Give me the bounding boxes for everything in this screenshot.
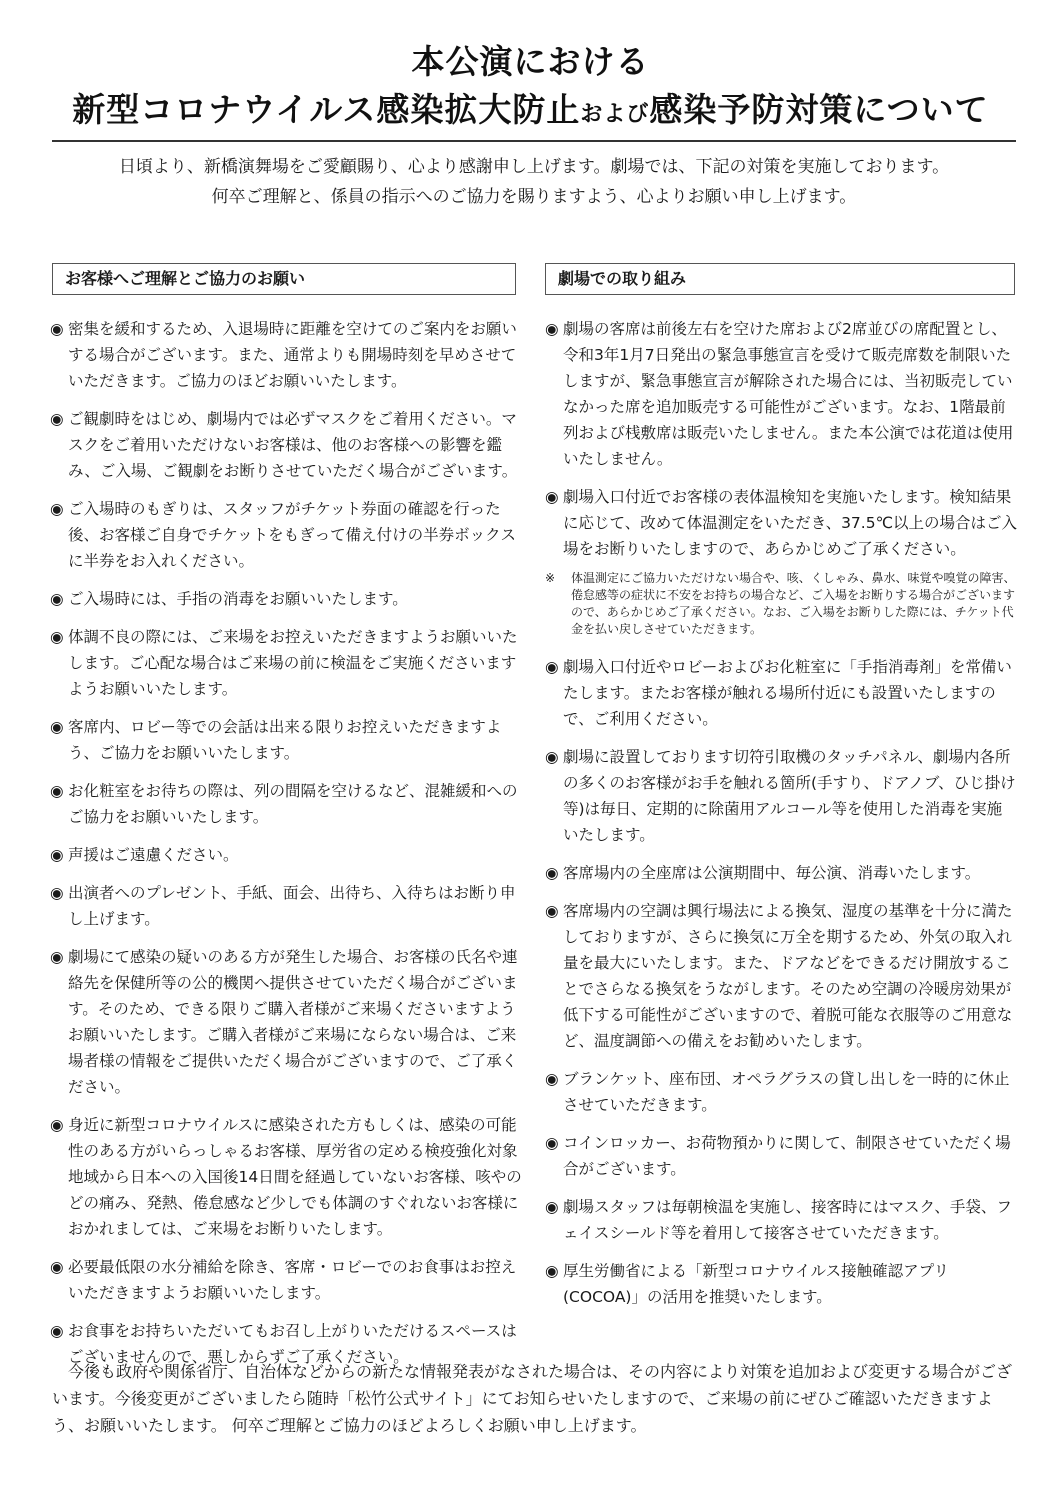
intro-text bbox=[52, 152, 1016, 212]
bullet-icon: ◉ bbox=[545, 1198, 559, 1216]
item-text: 劇場にて感染の疑いのある方が発生した場合、お客様の氏名や連絡先を保健所等の公的機関へ提供させていただく場合がございます。そのため、できる限りご購入者様がご来場くださいますようお願いいたします。ご購入者様がご来場にならない場合は、ご来場者様の情報をご提供いただく場合がございますので、ご了承ください。 bbox=[68, 948, 518, 1096]
list-item bbox=[50, 496, 522, 574]
bullet-icon: ◉ bbox=[545, 320, 559, 338]
title-main: 新型コロナウイルス感染拡大防止 bbox=[72, 90, 581, 129]
item-text: ご入場時のもぎりは、スタッフがチケット券面の確認を行った後、お客様ご自身でチケットをもぎって備え付けの半券ボックスに半券をお入れください。 bbox=[68, 500, 516, 570]
bullet-icon: ◉ bbox=[50, 320, 64, 338]
bullet-icon: ◉ bbox=[50, 1322, 64, 1340]
title-divider bbox=[52, 140, 1016, 142]
item-text: 劇場の客席は前後左右を空けた席および2席並びの席配置とし、令和3年1月7日発出の緊急事態宣言を受けて販売席数を制限いたしますが、緊急事態宣言が解除された場合には、当初販売していなかった席を追加販売する可能性がございます。なお、1階最前列および桟敷席は販売いたしません。また本公演では花道は使用いたしません。 bbox=[563, 320, 1014, 468]
item-text: 必要最低限の水分補給を除き、客席・ロビーでのお食事はお控えいただきますようお願いいたします。 bbox=[68, 1258, 517, 1302]
bullet-icon: ◉ bbox=[545, 748, 559, 766]
page-title-line1: 本公演における bbox=[411, 42, 650, 81]
list-item bbox=[545, 860, 1017, 886]
item-text: 客席場内の全座席は公演期間中、毎公演、消毒いたします。 bbox=[563, 864, 981, 882]
title-end: 感染予防対策について bbox=[649, 90, 989, 129]
item-text: 声援はご遠慮ください。 bbox=[68, 846, 239, 864]
list-item bbox=[50, 714, 522, 766]
list-item bbox=[545, 654, 1017, 732]
bullet-icon: ◉ bbox=[545, 488, 559, 506]
list-item bbox=[50, 624, 522, 702]
list-item bbox=[50, 778, 522, 830]
note-text: 体温測定にご協力いただけない場合や、咳、くしゃみ、鼻水、味覚や嗅覚の障害、倦怠感等の症状に不安をお持ちの場合など、ご入場をお断りする場合がございますので、あらかじめご了承ください。なお、ご入場をお断りした際には、チケット代金を払い戻しさせていただきます。 bbox=[571, 571, 1016, 636]
intro-line-1: 日頃より、新橋演舞場をご愛顧賜り、心より感謝申し上げます。劇場では、下記の対策を実施しております。 bbox=[118, 157, 950, 177]
list-item bbox=[50, 316, 522, 394]
list-item bbox=[50, 1112, 522, 1242]
bullet-icon: ◉ bbox=[545, 1134, 559, 1152]
item-text: 劇場スタッフは毎朝検温を実施し、接客時にはマスク、手袋、フェイスシールド等を着用して接客させていただきます。 bbox=[563, 1198, 1012, 1242]
list-item bbox=[50, 1254, 522, 1306]
item-text: 密集を緩和するため、入退場時に距離を空けてのご案内をお願いする場合がございます。また、通常よりも開場時刻を早めさせていただきます。ご協力のほどお願いいたします。 bbox=[68, 320, 517, 390]
bullet-icon: ◉ bbox=[50, 782, 64, 800]
title-small-connector: および bbox=[580, 101, 650, 127]
item-text: 客席内、ロビー等での会話は出来る限りお控えいただきますよう、ご協力をお願いいたします。 bbox=[68, 718, 502, 762]
list-item bbox=[50, 880, 522, 932]
right-section-heading: 劇場での取り組み bbox=[545, 263, 1015, 295]
intro-line-2: 何卒ご理解と、係員の指示へのご協力を賜りますよう、心よりお願い申し上げます。 bbox=[211, 187, 857, 207]
item-text: 劇場に設置しております切符引取機のタッチパネル、劇場内各所の多くのお客様がお手を触れる箇所(手すり、ドアノブ、ひじ掛け等)は毎日、定期的に除菌用アルコール等を使用した消毒を実施いたします。 bbox=[563, 748, 1016, 844]
item-text: 客席場内の空調は興行場法による換気、湿度の基準を十分に満たしておりますが、さらに換気に万全を期するため、外気の取入れ量を最大にいたします。また、ドアなどをできるだけ開放することでさらなる換気をうながします。そのため空調の冷暖房効果が低下する可能性がございますので、着脱可能な衣服等のご用意など、温度調節への備えをお勧めいたします。 bbox=[563, 902, 1013, 1050]
bullet-icon: ◉ bbox=[50, 410, 64, 428]
item-text: 厚生労働省による「新型コロナウイルス接触確認アプリ(COCOA)」の活用を推奨いたします。 bbox=[563, 1262, 949, 1306]
bullet-icon: ◉ bbox=[50, 628, 64, 646]
bullet-icon: ◉ bbox=[50, 1258, 64, 1276]
bullet-icon: ◉ bbox=[50, 948, 64, 966]
list-item bbox=[545, 1194, 1017, 1246]
list-item bbox=[545, 1066, 1017, 1118]
bullet-icon: ◉ bbox=[50, 1116, 64, 1134]
item-text: お化粧室をお待ちの際は、列の間隔を空けるなど、混雑緩和へのご協力をお願いいたします。 bbox=[68, 782, 518, 826]
list-item bbox=[50, 406, 522, 484]
bullet-icon: ◉ bbox=[545, 902, 559, 920]
bullet-icon: ◉ bbox=[545, 658, 559, 676]
item-text: 身近に新型コロナウイルスに感染された方もしくは、感染の可能性のある方がいらっしゃるお客様、厚労省の定める検疫強化対象地域から日本への入国後14日間を経過していないお客様、咳やのどの痛み、発熱、倦怠感など少しでも体調のすぐれないお客様におかれましては、ご来場をお断りいたします。 bbox=[68, 1116, 522, 1238]
item-text: ご観劇時をはじめ、劇場内では必ずマスクをご着用ください。マスクをご着用いただけないお客様は、他のお客様への影響を鑑み、ご入場、ご観劇をお断りさせていただく場合がございます。 bbox=[68, 410, 518, 480]
closing-paragraph: 今後も政府や関係省庁、自治体などからの新たな情報発表がなされた場合は、その内容により対策を追加および変更する場合がございます。今後変更がございましたら随時「松竹公式サイト」にてお知らせいたしますので、ご来場の前にぜひご確認いただきますよう、お願いいたします。 何卒ご理解とご協力のほどよろしくお願い申し上げます。 bbox=[52, 1362, 1013, 1435]
bullet-icon: ◉ bbox=[50, 846, 64, 864]
page-title-line2 bbox=[0, 88, 1061, 136]
temperature-note bbox=[545, 570, 1017, 638]
item-text: 劇場入口付近でお客様の表体温検知を実施いたします。検知結果に応じて、改めて体温測定をいただき、37.5℃以上の場合はご入場をお断りいたしますので、あらかじめご了承ください。 bbox=[563, 488, 1017, 558]
item-text: 出演者へのプレゼント、手紙、面会、出待ち、入待ちはお断り申し上げます。 bbox=[68, 884, 516, 928]
list-item bbox=[545, 1130, 1017, 1182]
list-item bbox=[50, 944, 522, 1100]
bullet-icon: ◉ bbox=[545, 1070, 559, 1088]
bullet-icon: ◉ bbox=[50, 884, 64, 902]
left-column bbox=[50, 316, 522, 1382]
bullet-icon: ◉ bbox=[50, 718, 64, 736]
list-item bbox=[50, 842, 522, 868]
item-text: 体調不良の際には、ご来場をお控えいただきますようお願いいたします。ご心配な場合はご来場の前に検温をご実施くださいますようお願いいたします。 bbox=[68, 628, 518, 698]
bullet-icon: ◉ bbox=[545, 1262, 559, 1280]
note-mark: ※ bbox=[545, 571, 556, 585]
right-column bbox=[545, 316, 1017, 1322]
item-text: コインロッカー、お荷物預かりに関して、制限させていただく場合がございます。 bbox=[563, 1134, 1011, 1178]
item-text: ブランケット、座布団、オペラグラスの貸し出しを一時的に休止させていただきます。 bbox=[563, 1070, 1010, 1114]
item-text: ご入場時には、手指の消毒をお願いいたします。 bbox=[68, 590, 408, 608]
list-item bbox=[50, 586, 522, 612]
list-item bbox=[545, 316, 1017, 472]
list-item bbox=[545, 744, 1017, 848]
item-text: 劇場入口付近やロビーおよびお化粧室に「手指消毒剤」を常備いたします。またお客様が触れる場所付近にも設置いたしますので、ご利用ください。 bbox=[563, 658, 1012, 728]
bullet-icon: ◉ bbox=[545, 864, 559, 882]
left-section-heading: お客様へご理解とご協力のお願い bbox=[52, 263, 516, 295]
item-text: お食事をお持ちいただいてもお召し上がりいただけるスペースはございませんので、悪しからずご了承ください。 bbox=[68, 1322, 517, 1366]
list-item bbox=[545, 898, 1017, 1054]
bullet-icon: ◉ bbox=[50, 590, 64, 608]
list-item bbox=[545, 1258, 1017, 1310]
list-item bbox=[545, 484, 1017, 562]
bullet-icon: ◉ bbox=[50, 500, 64, 518]
